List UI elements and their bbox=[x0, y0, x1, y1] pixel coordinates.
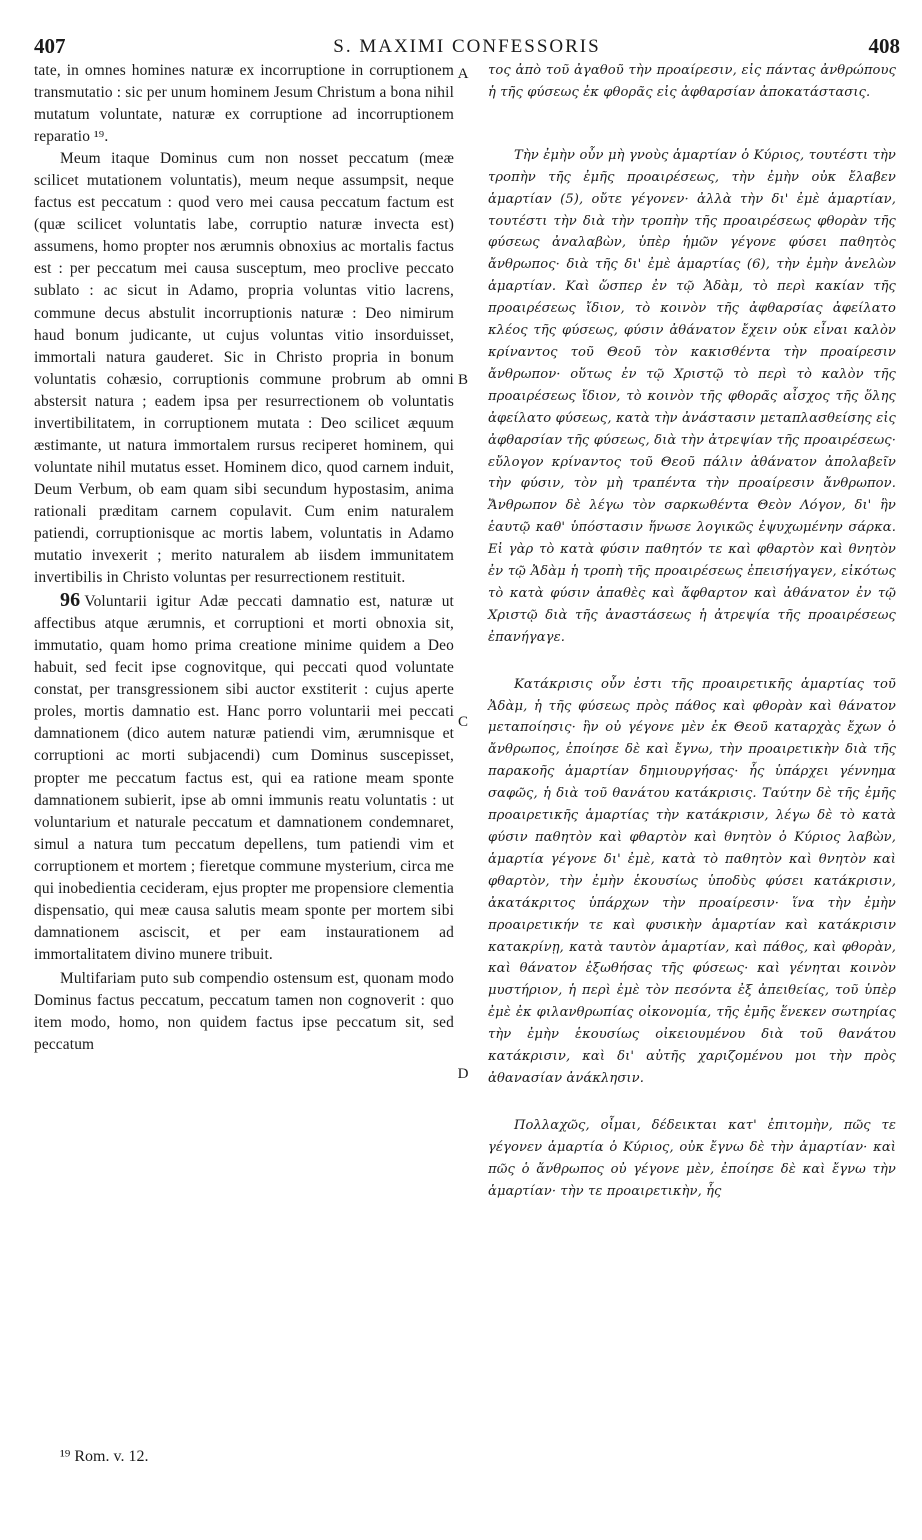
latin-column bbox=[34, 60, 454, 1056]
page-number-right: 408 bbox=[868, 34, 900, 58]
latin-paragraph: Multifariam puto sub compendio ostensum est, quonam modo Dominus factus peccatum, peccatum tamen non cognoverit : quo item modo, homo, non quidem factus ipse peccatum sit, sed peccatum bbox=[34, 969, 454, 1054]
greek-paragraph: Τὴν ἐμὴν οὖν μὴ γνοὺς ἁμαρτίαν ὁ Κύριος, τουτέστι τὴν τροπὴν τῆς ἐμῆς προαιρέσεως, τὴν ἐμὴν οὐκ ἔλαβεν ἁμαρτίαν (5), οὔτε γέγονεν· ἀλλὰ τὴν δι' ἐμὲ ἁμαρτίαν, τουτέστι τὴν διὰ τὴν τροπὴν τῆς προαιρέσεως φθορὰν τῆς φύσεως ἀναλαβὼν, ὑπὲρ ἡμῶν γέγονε φύσει παθητὸς ἄνθρωπος· διὰ τῆς δι' ἐμὲ ἁμαρτίας (6), τὴν ἐμὴν ἀνελὼν ἁμαρτίαν. Καὶ ὥσπερ ἐν τῷ Ἀδὰμ, τὸ περὶ κακίαν τῆς προαιρέσεως ἴδιον, τὸ κοινὸν τῆς ἀφθαρσίας ἀφείλατο κλέος τῆς φύσεως, φύσιν ἀθάνατον ἔχειν οὐκ εἶναι καλὸν κρίναντος τοῦ Θεοῦ τὸν κακισθέντα τὴν προαίρεσιν ἄνθρωπον· οὕτως ἐν τῷ Χριστῷ τὸ περὶ τὸ καλὸν τῆς προαιρέσεως ἴδιον, τὸ κοινὸν τῆς φθορᾶς αἶσχος τῆς ὅλης ἀφείλατο φύσεως, κατὰ τὴν ἀνάστασιν μεταπλασθείσης εἰς ἀφθαρσίαν τῆς φύσεως, διὰ τὴν ἀτρεψίαν τῆς προαιρέσεως· εὔλογον κρίναντος τοῦ Θεοῦ πάλιν ἀθάνατον ἀπολαβεῖν τὴν φύσιν, τὸν μὴ τραπέντα τὴν προαίρεσιν ἄνθρωπον. Ἄνθρωπον δὲ λέγω τὸν σαρκωθέντα Θεὸν Λόγον, δι' ἣν ἑαυτῷ καθ' ὑπόστασιν ἥνωσε λογικῶς ἐψυχωμένην σάρκα. Εἰ γὰρ τὸ κατὰ φύσιν παθητόν τε καὶ φθαρτὸν καὶ θνητὸν ἐν τῷ Ἀδὰμ ἡ τροπὴ τῆς προαιρέσεως ἐπεισήγαγεν, εἰκότως τὸ κατὰ φύσιν ἀπαθὲς καὶ ἄφθαρτον καὶ ἀθάνατον ἐν τῷ Χριστῷ διὰ τῆς ἀναστάσεως ἡ ἀτρεψία τῆς προαιρέσεως ἐπανήγαγε. bbox=[488, 147, 896, 645]
greek-column bbox=[488, 60, 896, 1203]
footnote: ¹⁹ Rom. v. 12. bbox=[60, 1448, 149, 1465]
latin-paragraph-section bbox=[34, 589, 454, 966]
latin-paragraph: tate, in omnes homines naturæ ex incorruptione in corruptionem transmutatio : sic per unum hominem Jesum Christum a bona nihil mutatum voluntate, naturæ ex corruptione ad incorruptionem reparatio ¹⁹. bbox=[34, 62, 454, 146]
section-number: 96 bbox=[60, 589, 81, 612]
page-number-left: 407 bbox=[34, 34, 66, 58]
margin-marker-d: D bbox=[457, 1066, 469, 1082]
greek-paragraph: Κατάκρισις οὖν ἐστι τῆς προαιρετικῆς ἁμαρτίας τοῦ Ἀδὰμ, ἡ τῆς φύσεως πρὸς πάθος καὶ φθορὰν καὶ θάνατον μεταποίησις· ἣν οὐ γέγονε μὲν ἐκ Θεοῦ καταρχὰς ἔχων ὁ ἄνθρωπος, ἐποίησε δὲ καὶ ἔγνω, τὴν προαιρετικὴν διὰ τῆς παρακοῆς ἁμαρτίαν δημιουργήσας· ἧς ὑπάρχει γέννημα σαφῶς, ἡ διὰ τοῦ θανάτου κατάκρισις. Ταύτην δὲ τῆς ἐμῆς προαιρετικῆς ἁμαρτίας τὴν κατάκρισιν, λέγω δὲ τὸ κατὰ φύσιν παθητὸν καὶ φθαρτὸν καὶ θνητὸν ὁ Κύριος λαβὼν, ἁμαρτία γέγονε δι' ἐμὲ, κατὰ τὸ παθητὸν καὶ θνητὸν καὶ φθαρτὸν, τὴν ἐμὴν ἑκουσίως ὑποδὺς φύσει κατάκρισιν, ἀκατάκριτος ὑπάρχων τὴν προαίρεσιν· ἵνα τὴν ἐμὴν προαιρετικήν τε καὶ φυσικὴν ἁμαρτίαν καὶ κατάκρισιν κατακρίνῃ, κατὰ ταυτὸν ἁμαρτίαν, καὶ πάθος, καὶ φθορὰν, καὶ θάνατον ἐξωθήσας τῆς φύσεως· καὶ γένηται κοινὸν μυστήριον, ἡ περὶ ἐμὲ τὸν πεσόντα ἐξ ἀπειθείας, τοῦ ὑπὲρ ἐμὲ ἐκ φιλανθρωπίας οἰκονομία, τῆς ἐμῆς ἕνεκεν σωτηρίας τὴν ἐμὴν ἑκουσίως οἰκειουμένου διὰ τοῦ θανάτου κατάκρισιν, καὶ δι' αὐτῆς χαριζομένου μοι τὴν πρὸς ἀθανασίαν ἀνάκλησιν. bbox=[488, 676, 896, 1086]
margin-marker-b: B bbox=[457, 372, 468, 388]
greek-paragraph: τος ἀπὸ τοῦ ἀγαθοῦ τὴν προαίρεσιν, εἰς πάντας ἀνθρώπους ἡ τῆς φύσεως ἐκ φθορᾶς εἰς ἀφθαρσίαν ἀποκατάστασις. bbox=[488, 63, 896, 100]
running-title: S. MAXIMI CONFESSORIS bbox=[333, 36, 601, 57]
margin-marker-a: A bbox=[457, 66, 469, 82]
greek-paragraph: Πολλαχῶς, οἶμαι, δέδεικται κατ' ἐπιτομὴν, πῶς τε γέγονεν ἁμαρτία ὁ Κύριος, οὐκ ἔγνω δὲ τὴν ἁμαρτίαν· καὶ πῶς ὁ ἄνθρωπος οὐ γέγονε μὲν, ἐποίησε δὲ καὶ ἔγνω τὴν ἁμαρτίαν· τὴν τε προαιρετικὴν, ἧς bbox=[488, 1117, 896, 1199]
latin-paragraph-text: Voluntarii igitur Adæ peccati damnatio est, naturæ ut affectibus atque ærumnis, et corruptioni et morti obnoxia sit, immutatio, quam homo prima creatione minime quidem a Deo habuit, sed fecit ipse cognovitque, qui peccati quod voluntate constat, per transgressionem sibi auctor exstiterit : cujus aperte proles, mortis damnatio est. Hanc porro voluntarii mei peccati damnationem (dico autem naturæ patiendi vim, ærumnisque et corruptioni ac morti subjacendi) cum Dominus suscepisset, propter me peccatum factus est, qui ea ratione meam sponte damnationem subierit, ipse ab omni immunis reatu voluntatis : ut voluntarium et naturale peccatum et damnationem condemnaret, simul a natura tum peccatum depellens, tum patiendi vim et corruptionem et mortem ; fieretque commune mysterium, circa me qui inobedientia cecideram, ejus propter me propensiore clementia dispensatio, qui meæ causa salutis meam sponte per mortem sibi damnationem asciscit, et per eam instaurationem ad immortalitatem divino munere tribuit. bbox=[34, 593, 455, 963]
margin-marker-c: C bbox=[457, 714, 468, 730]
latin-paragraph: Meum itaque Dominus cum non nosset peccatum (meæ scilicet mutationem voluntatis), meum neque assumpsit, neque factus est peccatum : quod vero mei causa peccatum factum est (quæ scilicet voluntatis labe, corruptio naturæ invecta est) assumens, homo propter nos ærumnis obnoxius ac mortalis factus est : per peccatum mei causa susceptum, meo proclive peccato sublato : ac sicut in Adamo, propria voluntas vitio lacrens, commune decus abstulit incorruptionis naturæ : Deo nimirum haud bonum judicante, ut cujus voluntas vitio insorduisset, immortali natura gauderet. Sic in Christo propria in bonum voluntatis cohæsio, corruptionis commune probrum ab omni abstersit natura ; eadem ipsa per resurrectionem ob voluntatis invertibilitatem, in corruptionem mutata : Deo scilicet æquum æstimante, ut natura immortalem rursus reciperet hominem, qui voluntate nihil mutatus esset. Hominem dico, quod carnem induit, Deum Verbum, ob eam quam sibi secundum hypostasim, anima rationali præditam carnem copulavit. Cum enim naturalem patiendi, corruptionisque ac mortis labem, voluntatis in Adamo mutatio invexerit ; merito naturalem ab iisdem immunitatem invertibilis in Christo voluntas per resurrectionem restituit. bbox=[34, 150, 454, 587]
